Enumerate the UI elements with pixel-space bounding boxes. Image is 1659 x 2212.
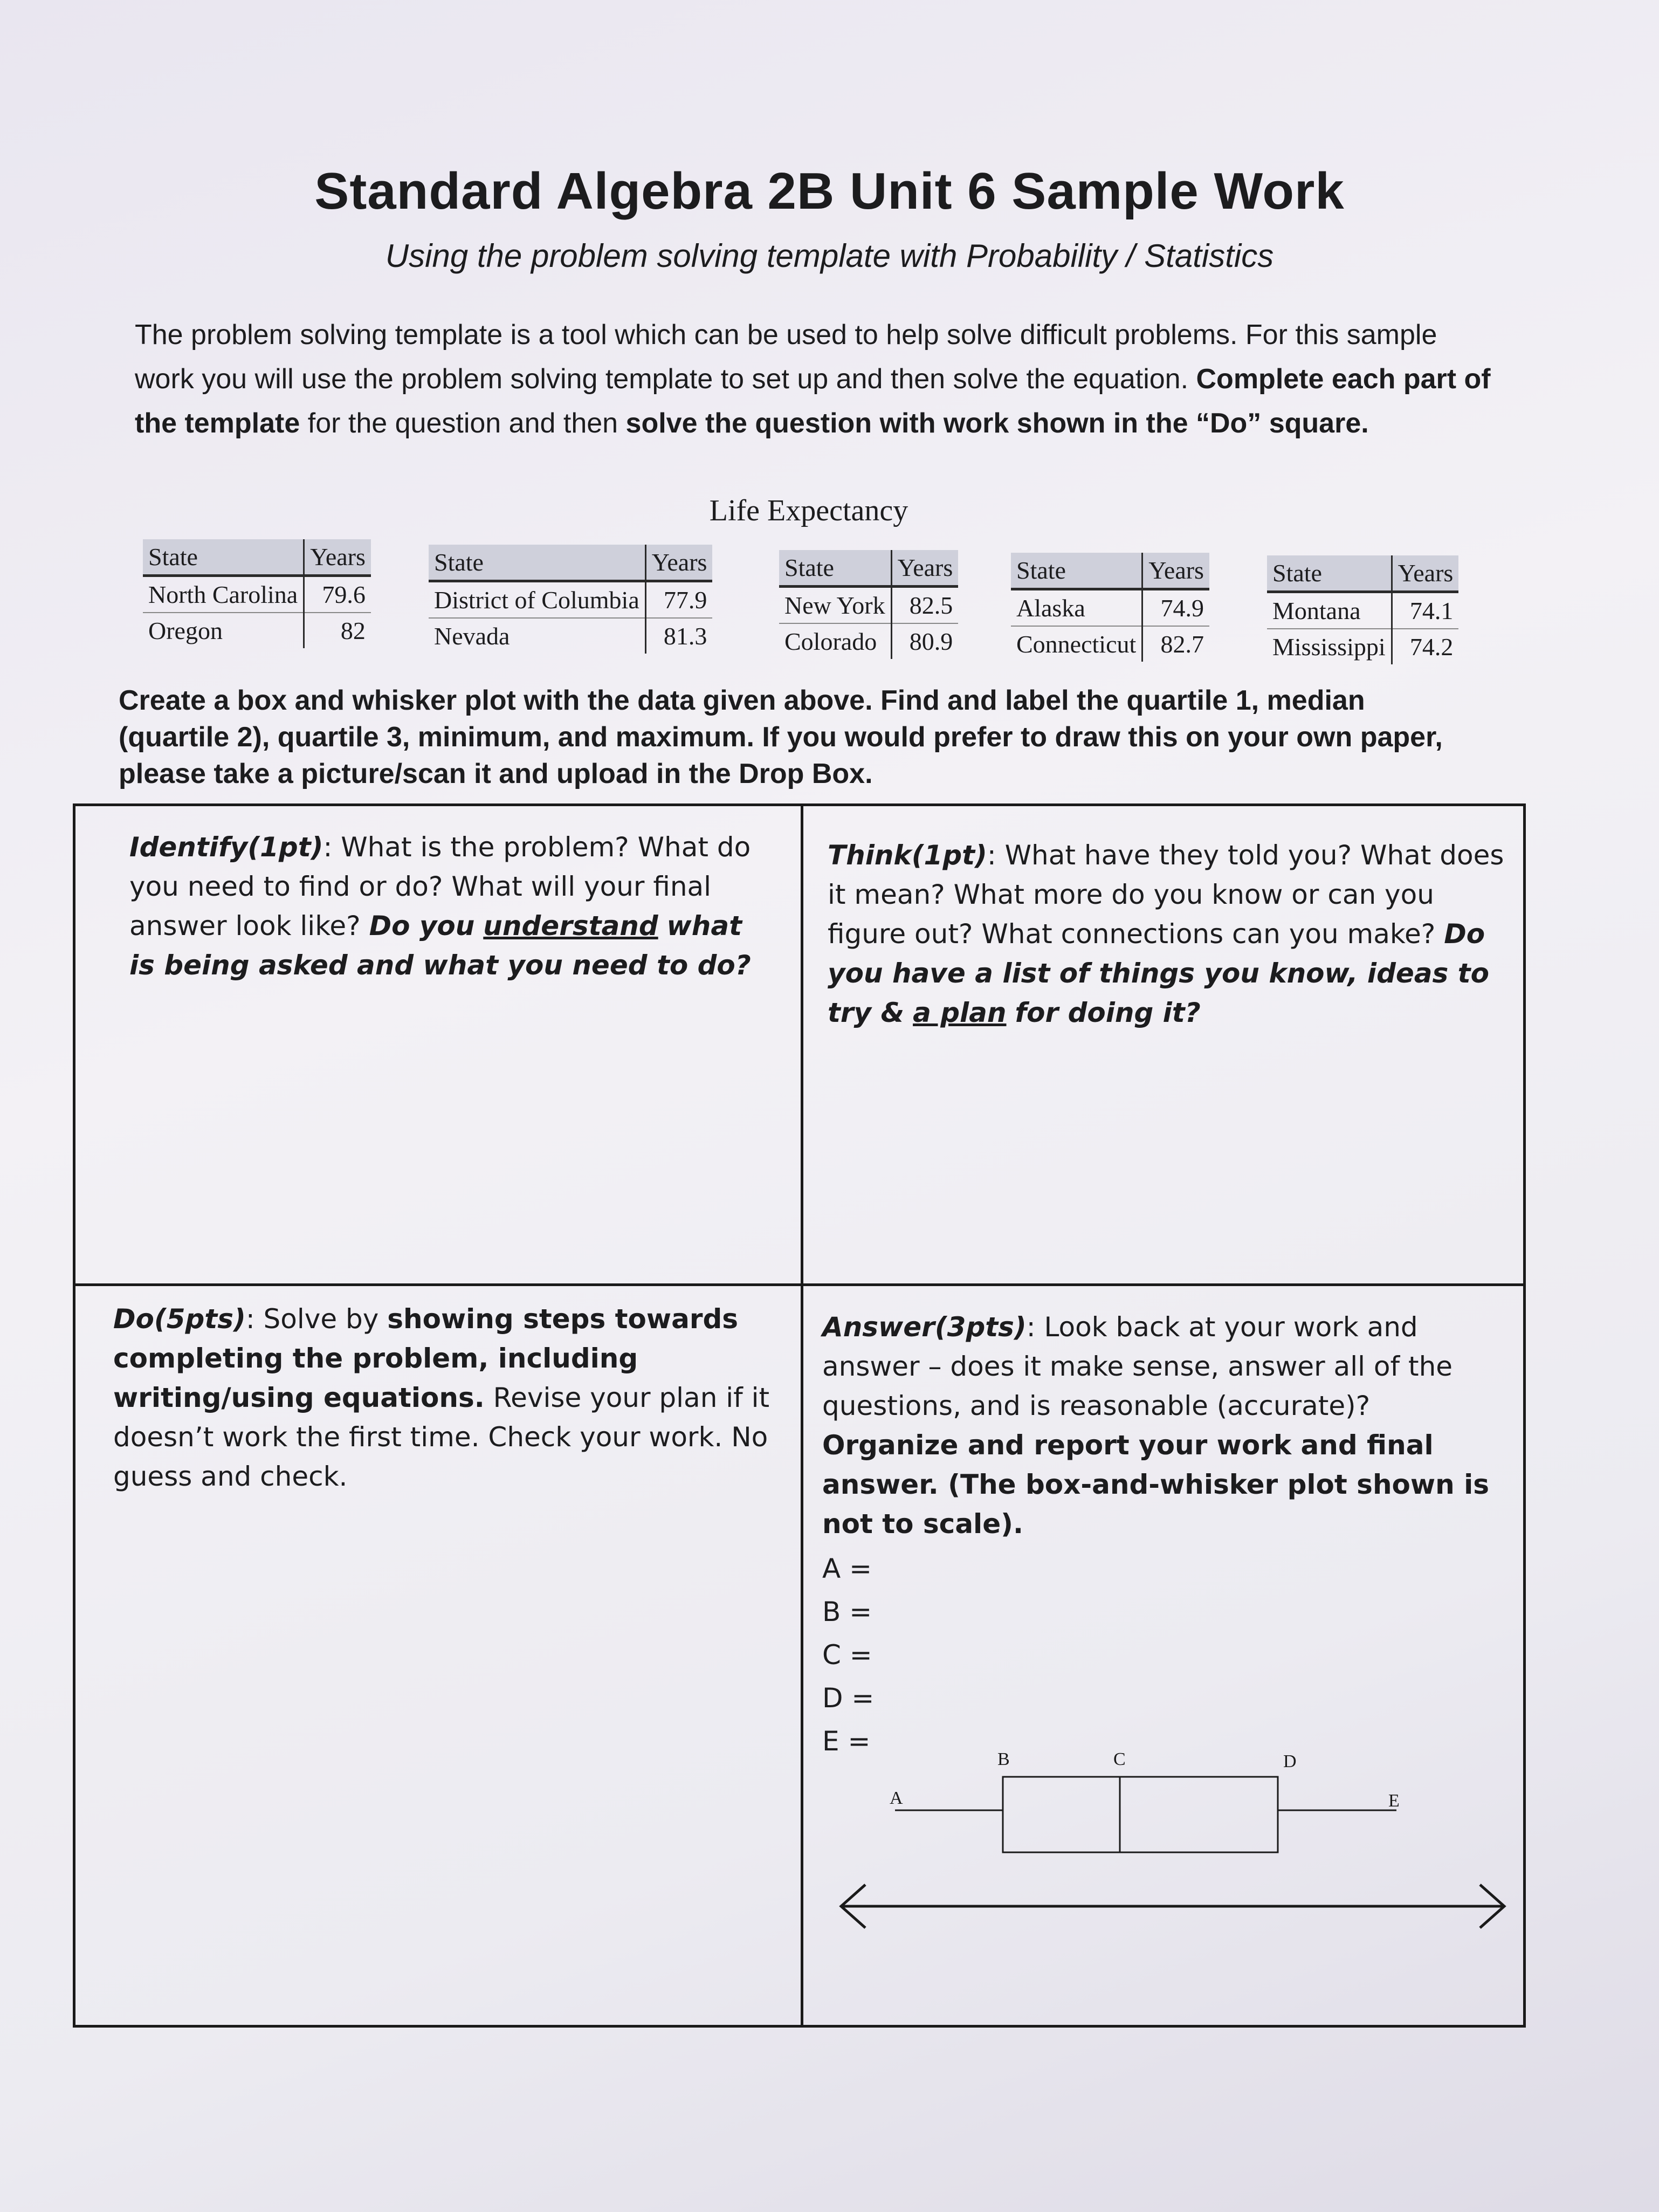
state-table <box>1011 553 1209 662</box>
var-d: D = <box>822 1682 875 1714</box>
var-a: A = <box>822 1553 872 1584</box>
plot-label-a: A <box>890 1788 903 1808</box>
state-table <box>1267 555 1458 664</box>
table-row: Mississippi 74.2 <box>1267 629 1458 664</box>
box-whisker-diagram <box>830 1723 1515 1971</box>
table-row: Connecticut 82.7 <box>1011 626 1209 662</box>
box-rect <box>1003 1777 1278 1852</box>
var-e: E = <box>822 1726 871 1757</box>
col-state: State <box>429 545 645 581</box>
table-row: Oregon 82 <box>143 613 371 648</box>
think-label: Think(1pt) <box>828 840 987 871</box>
identify-cell: Identify(1pt): What is the problem? What do you need to find or do? What will your final answer look like? Do you understand what is being asked and what you need to do? <box>129 832 751 981</box>
grid-divider-horizontal <box>75 1283 1523 1286</box>
plot-label-d: D <box>1283 1751 1297 1771</box>
page-title: Standard Algebra 2B Unit 6 Sample Work <box>314 162 1345 220</box>
var-c: C = <box>822 1639 872 1671</box>
col-years: Years <box>1392 555 1458 592</box>
col-years: Years <box>304 539 371 576</box>
table-row: North Carolina 79.6 <box>143 576 371 613</box>
instructions: Create a box and whisker plot with the data given above. Find and label the quartile 1, median (quartile 2), quartile 3, minimum, and maximum. If you would prefer to draw this on your own paper, please take a picture/scan it and upload in the Drop Box. <box>119 685 1443 789</box>
intro-paragraph: The problem solving template is a tool which can be used to help solve difficult problems. For this sample work you will use the problem solving template to set up and then solve the equation. Complete each part of the template for the question and then solve the question with work shown in the “Do” square. <box>135 319 1491 439</box>
var-b: B = <box>822 1596 872 1627</box>
col-state: State <box>779 550 891 587</box>
answer-cell: Answer(3pts): Look back at your work and answer – does it make sense, answer all of the questions, and is reasonable (accurate)? Organize and report your work and final answer. (The box-and-whisker plot shown is not to scale). A = B = C = D = E = <box>822 1308 1512 1763</box>
do-cell: Do(5pts): Solve by showing steps towards completing the problem, including writing/using equations. Revise your plan if it doesn’t work the first time. Check your work. No guess and check. <box>113 1303 770 1492</box>
table-row: Alaska 74.9 <box>1011 589 1209 627</box>
table-row: District of Columbia 77.9 <box>429 581 712 619</box>
life-expectancy-caption: Life Expectancy <box>709 494 908 527</box>
grid-divider-vertical <box>801 806 803 2025</box>
plot-label-b: B <box>997 1749 1010 1769</box>
plot-label-c: C <box>1113 1749 1126 1769</box>
plot-label-e: E <box>1388 1791 1400 1811</box>
table-row: Nevada 81.3 <box>429 618 712 654</box>
state-table <box>429 545 712 654</box>
col-years: Years <box>645 545 712 581</box>
state-table <box>143 539 371 648</box>
table-row: Colorado 80.9 <box>779 623 958 659</box>
col-state: State <box>1267 555 1392 592</box>
page-subtitle: Using the problem solving template with Probability / Statistics <box>385 238 1274 274</box>
identify-label: Identify(1pt) <box>129 832 323 863</box>
state-table <box>779 550 958 659</box>
table-row: New York 82.5 <box>779 587 958 624</box>
table-row: Montana 74.1 <box>1267 592 1458 629</box>
do-label: Do(5pts) <box>113 1303 246 1335</box>
col-years: Years <box>1142 553 1209 589</box>
problem-solving-template <box>73 803 1526 2028</box>
answer-label: Answer(3pts) <box>822 1311 1027 1343</box>
col-state: State <box>143 539 304 576</box>
col-years: Years <box>891 550 958 587</box>
think-cell: Think(1pt): What have they told you? What does it mean? What more do you know or can you figure out? What connections can you make? Do you have a list of things you know, ideas to try & a plan for doing it? <box>828 840 1504 1028</box>
col-state: State <box>1011 553 1142 589</box>
